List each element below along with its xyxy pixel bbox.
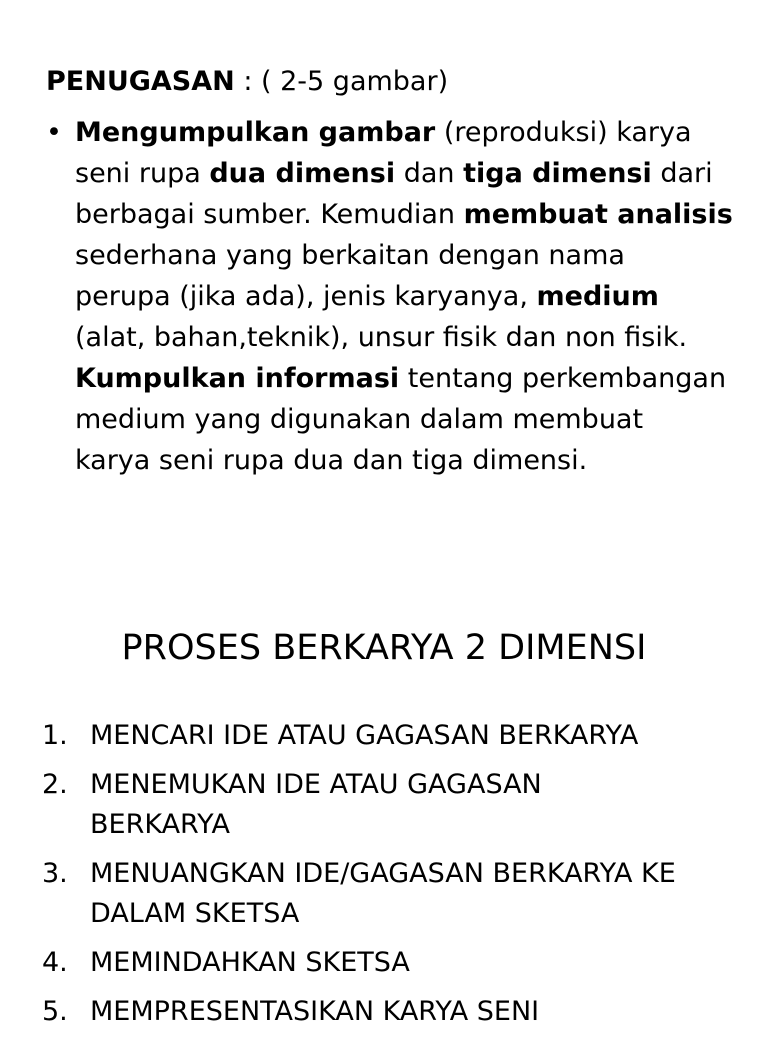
assignment-text-line: [75, 112, 736, 153]
step-text: [90, 765, 742, 845]
body-text: sederhana yang berkaitan dengan nama: [75, 240, 625, 271]
step-text: [90, 716, 742, 756]
assignment-text: [75, 112, 736, 481]
process-step: [42, 716, 742, 756]
section-title: PROSES BERKARYA 2 DIMENSI: [121, 628, 647, 668]
body-text: dari: [651, 158, 713, 189]
step-number: 5.: [42, 996, 68, 1027]
step-number: 4.: [42, 947, 68, 978]
body-text: (reproduksi) karya: [435, 117, 692, 148]
emphasis-text: dua dimensi: [209, 158, 396, 189]
step-text-line: DALAM SKETSA: [90, 898, 300, 929]
step-text: [90, 992, 742, 1032]
assignment-bullet: [46, 112, 736, 481]
step-text-line: MEMINDAHKAN SKETSA: [90, 947, 410, 978]
process-step: [42, 992, 742, 1032]
step-number: 3.: [42, 858, 68, 889]
step-text-line: MENEMUKAN IDE ATAU GAGASAN: [90, 769, 542, 800]
assignment-heading: [46, 64, 448, 100]
body-text: tentang perkembangan: [399, 363, 727, 394]
body-text: seni rupa: [75, 158, 210, 189]
assignment-text-line: [75, 153, 736, 194]
emphasis-text: membuat analisis: [463, 199, 733, 230]
assignment-text-line: [75, 276, 736, 317]
step-text: [90, 943, 742, 983]
body-text: dan: [395, 158, 464, 189]
process-step: [42, 943, 742, 983]
emphasis-text: Kumpulkan informasi: [75, 363, 400, 394]
emphasis-text: medium: [536, 281, 659, 312]
assignment-text-line: [75, 399, 736, 440]
bullet-icon: •: [46, 117, 62, 148]
assignment-text-line: [75, 194, 736, 235]
process-steps-list: [42, 716, 742, 1041]
assignment-text-line: [75, 440, 736, 481]
step-text-line: BERKARYA: [90, 809, 230, 840]
emphasis-text: tiga dimensi: [463, 158, 652, 189]
assignment-label-suffix: : ( 2-5 gambar): [234, 66, 449, 97]
step-number: 2.: [42, 769, 68, 800]
step-text-line: MENUANGKAN IDE/GAGASAN BERKARYA KE: [90, 858, 676, 889]
body-text: perupa (jika ada), jenis karyanya,: [75, 281, 537, 312]
step-text: [90, 854, 742, 934]
step-text-line: MENCARI IDE ATAU GAGASAN BERKARYA: [90, 720, 639, 751]
assignment-label: PENUGASAN: [46, 66, 235, 97]
process-step: [42, 854, 742, 934]
assignment-text-line: [75, 317, 736, 358]
body-text: medium yang digunakan dalam membuat: [75, 404, 644, 435]
body-text: karya seni rupa dua dan tiga dimensi.: [75, 445, 588, 476]
step-text-line: MEMPRESENTASIKAN KARYA SENI: [90, 996, 540, 1027]
assignment-text-line: [75, 358, 736, 399]
assignment-text-line: [75, 235, 736, 276]
emphasis-text: Mengumpulkan gambar: [75, 117, 436, 148]
body-text: (alat, bahan,teknik), unsur fisik dan non fisik.: [75, 322, 688, 353]
step-number: 1.: [42, 720, 68, 751]
body-text: berbagai sumber. Kemudian: [75, 199, 464, 230]
process-step: [42, 765, 742, 845]
